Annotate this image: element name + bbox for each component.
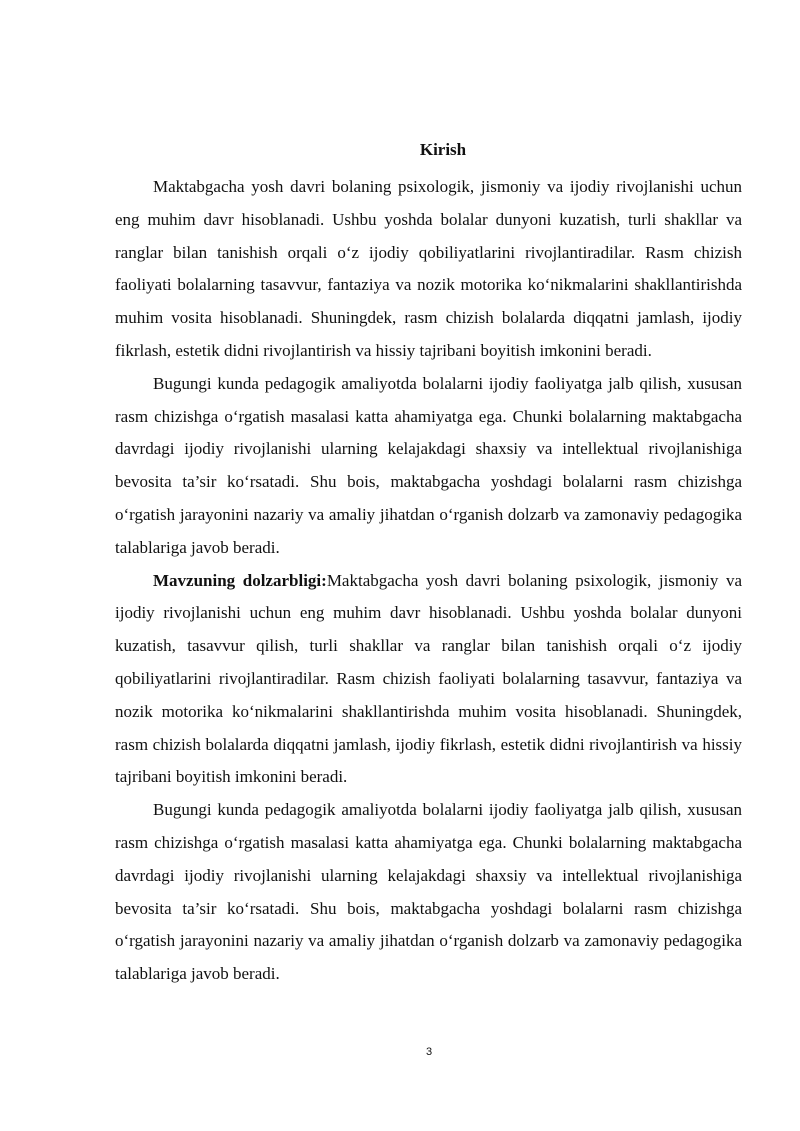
relevance-text: Maktabgacha yosh davri bolaning psixologik, jismoniy va ijodiy rivojlanishi uchun eng muhim davr hisoblanadi. Ushbu yoshda bolalar dunyoni kuzatish, tasavvur qilish, turli shakllar va ranglar bilan tanishish orqali o‘z ijodiy qobiliyatlarini rivojlantiradilar. Rasm chizish faoliyati bolalarning tasavvur, fantaziya va nozik motorika ko‘nikmalarini shakllantirishda muhim vosita hisoblanadi. Shuningdek, rasm chizish bolalarda diqqatni jamlash, ijodiy fikrlash, estetik didni rivojlantirish va hissiy tajribani boyitish imkonini beradi. <box>115 570 742 787</box>
paragraph-pedagogy: Bugungi kunda pedagogik amaliyotda bolalarni ijodiy faoliyatga jalb qilish, xususan rasm chizishga o‘rgatish masalasi katta ahamiyatga ega. Chunki bolalarning maktabgacha davrdagi ijodiy rivojlanishi ularning kelajakdagi shaxsiy va intellektual rivojlanishiga bevosita ta’sir ko‘rsatadi. Shu bois, maktabgacha yoshdagi bolalarni rasm chizishga o‘rgatish jarayonini nazariy va amaliy jihatdan o‘rganish dolzarb va zamonaviy pedagogika talablariga javob beradi. <box>115 373 742 557</box>
page-number: 3 <box>425 1046 433 1058</box>
paragraph-closing: Bugungi kunda pedagogik amaliyotda bolalarni ijodiy faoliyatga jalb qilish, xususan rasm chizishga o‘rgatish masalasi katta ahamiyatga ega. Chunki bolalarning maktabgacha davrdagi ijodiy rivojlanishi ularning kelajakdagi shaxsiy va intellektual rivojlanishiga bevosita ta’sir ko‘rsatadi. Shu bois, maktabgacha yoshdagi bolalarni rasm chizishga o‘rgatish jarayonini nazariy va amaliy jihatdan o‘rganish dolzarb va zamonaviy pedagogika talablariga javob beradi. <box>115 800 742 984</box>
document-body <box>115 171 742 991</box>
section-heading: Kirish <box>419 140 467 159</box>
paragraph-intro: Maktabgacha yosh davri bolaning psixologik, jismoniy va ijodiy rivojlanishi uchun eng muhim davr hisoblanadi. Ushbu yoshda bolalar dunyoni kuzatish, turli shakllar va ranglar bilan tanishish orqali o‘z ijodiy qobiliyatlarini rivojlantiradilar. Rasm chizish faoliyati bolalarning tasavvur, fantaziya va nozik motorika ko‘nikmalarini shakllantirishda muhim vosita hisoblanadi. Shuningdek, rasm chizish bolalarda diqqatni jamlash, ijodiy fikrlash, estetik didni rivojlantirish va hissiy tajribani boyitish imkonini beradi. <box>115 177 742 360</box>
relevance-label: Mavzuning dolzarbligi: <box>153 570 327 590</box>
paragraph-relevance <box>115 565 742 795</box>
